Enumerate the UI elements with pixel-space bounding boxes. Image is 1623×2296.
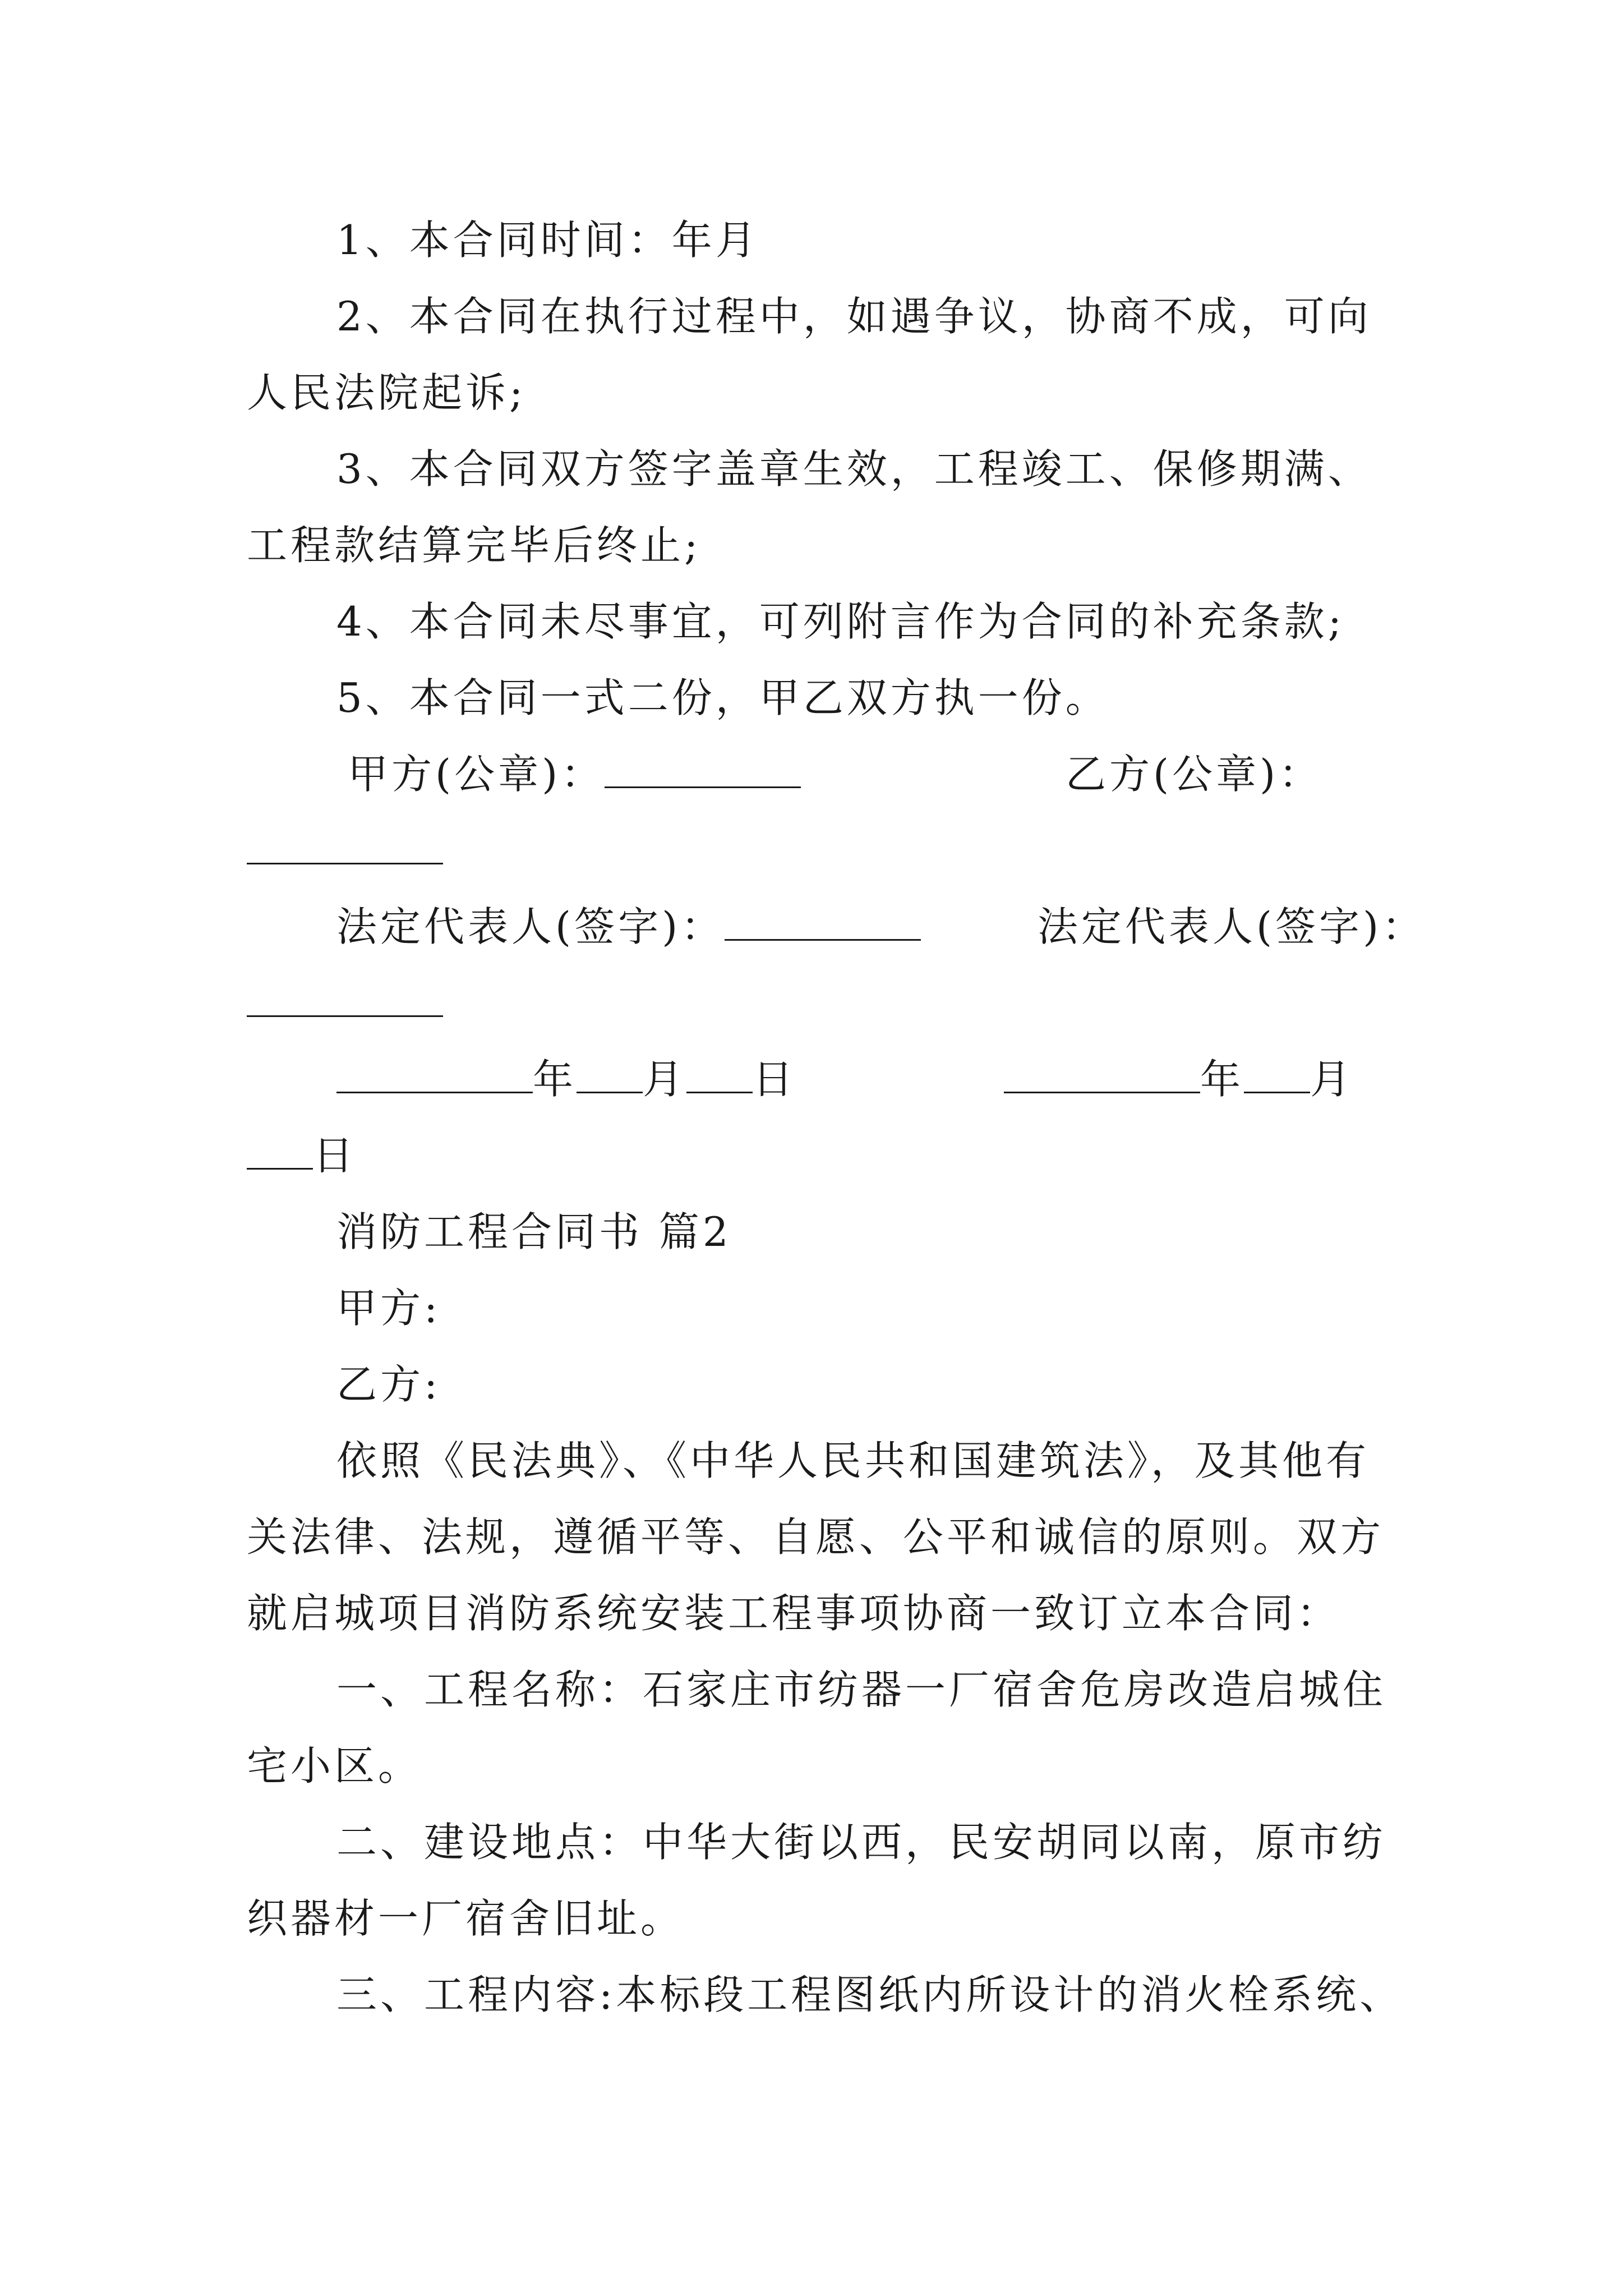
party-a-day-blank: [686, 1088, 753, 1093]
party-b-rep-blank: [247, 1012, 443, 1017]
party-b-day-line: [247, 1129, 1402, 1182]
party-b-day-blank: [247, 1165, 313, 1170]
party-b-month-blank: [1244, 1088, 1310, 1093]
party-a-seal-line: [348, 747, 852, 801]
clause-2-line-2: 人民法院起诉;: [247, 369, 527, 416]
party-a-date-line: [336, 1052, 897, 1106]
clause-4: 4、本合同未尽事宜，可列附言作为合同的补充条款;: [336, 598, 1345, 645]
party-b-year-label: 年: [1200, 1056, 1244, 1103]
section-2-paragraph-line-2: 关法律、法规，遵循平等、自愿、公平和诚信的原则。双方: [247, 1513, 1385, 1561]
clause-3-line-1: 3、本合同双方签字盖章生效，工程竣工、保修期满、: [336, 445, 1372, 493]
party-a-month-blank: [577, 1088, 643, 1093]
party-a-rep-blank: [725, 936, 921, 941]
party-a-rep-label: 法定代表人(签字)：: [336, 903, 725, 950]
party-b-seal-blank-line: [247, 823, 1402, 877]
clause-1: 1、本合同时间：年月: [336, 217, 759, 264]
project-name-line-1: 一、工程名称：石家庄市纺器一厂宿舍危房改造启城住: [336, 1666, 1387, 1713]
party-b-seal-blank: [247, 859, 443, 864]
party-b-month-label: 月: [1310, 1056, 1354, 1103]
party-a-seal-label: 甲方(公章)：: [348, 751, 605, 798]
section-2-paragraph-line-1: 依照《民法典》、《中华人民共和国建筑法》，及其他有: [336, 1437, 1370, 1484]
project-content-line-1: 三、工程内容:本标段工程图纸内所设计的消火栓系统、: [336, 1971, 1404, 2018]
section-2-party-b: 乙方:: [336, 1361, 441, 1408]
party-b-seal-line: [1066, 747, 1380, 801]
party-b-rep-label: 法定代表人(签字)：: [1038, 903, 1426, 950]
clause-5: 5、本合同一式二份，甲乙双方执一份。: [336, 674, 1109, 721]
clause-3-line-2: 工程款结算完毕后终止;: [247, 522, 702, 569]
party-a-seal-blank: [605, 783, 801, 788]
party-b-rep-line: [1038, 900, 1430, 954]
party-b-day-label: 日: [313, 1132, 357, 1179]
party-a-month-label: 月: [643, 1056, 687, 1103]
project-name-line-2: 宅小区。: [247, 1742, 422, 1789]
party-b-date-line: [1004, 1052, 1396, 1106]
construction-site-line-1: 二、建设地点：中华大街以西，民安胡同以南，原市纺: [336, 1819, 1387, 1866]
section-2-paragraph-line-3: 就启城项目消防系统安装工程事项协商一致订立本合同：: [247, 1590, 1341, 1637]
party-b-rep-blank-line: [247, 976, 1402, 1030]
party-a-year-blank: [336, 1088, 533, 1093]
party-b-seal-label: 乙方(公章)：: [1066, 751, 1323, 798]
party-a-rep-line: [336, 900, 953, 954]
clause-2-line-1: 2、本合同在执行过程中，如遇争议，协商不成，可向: [336, 293, 1372, 340]
section-2-party-a: 甲方:: [336, 1285, 441, 1332]
party-a-year-label: 年: [533, 1056, 577, 1103]
party-b-year-blank: [1004, 1088, 1200, 1093]
party-a-day-label: 日: [753, 1056, 797, 1103]
section-2-title: 消防工程合同书 篇2: [336, 1208, 732, 1255]
construction-site-line-2: 织器材一厂宿舍旧址。: [247, 1895, 685, 1942]
